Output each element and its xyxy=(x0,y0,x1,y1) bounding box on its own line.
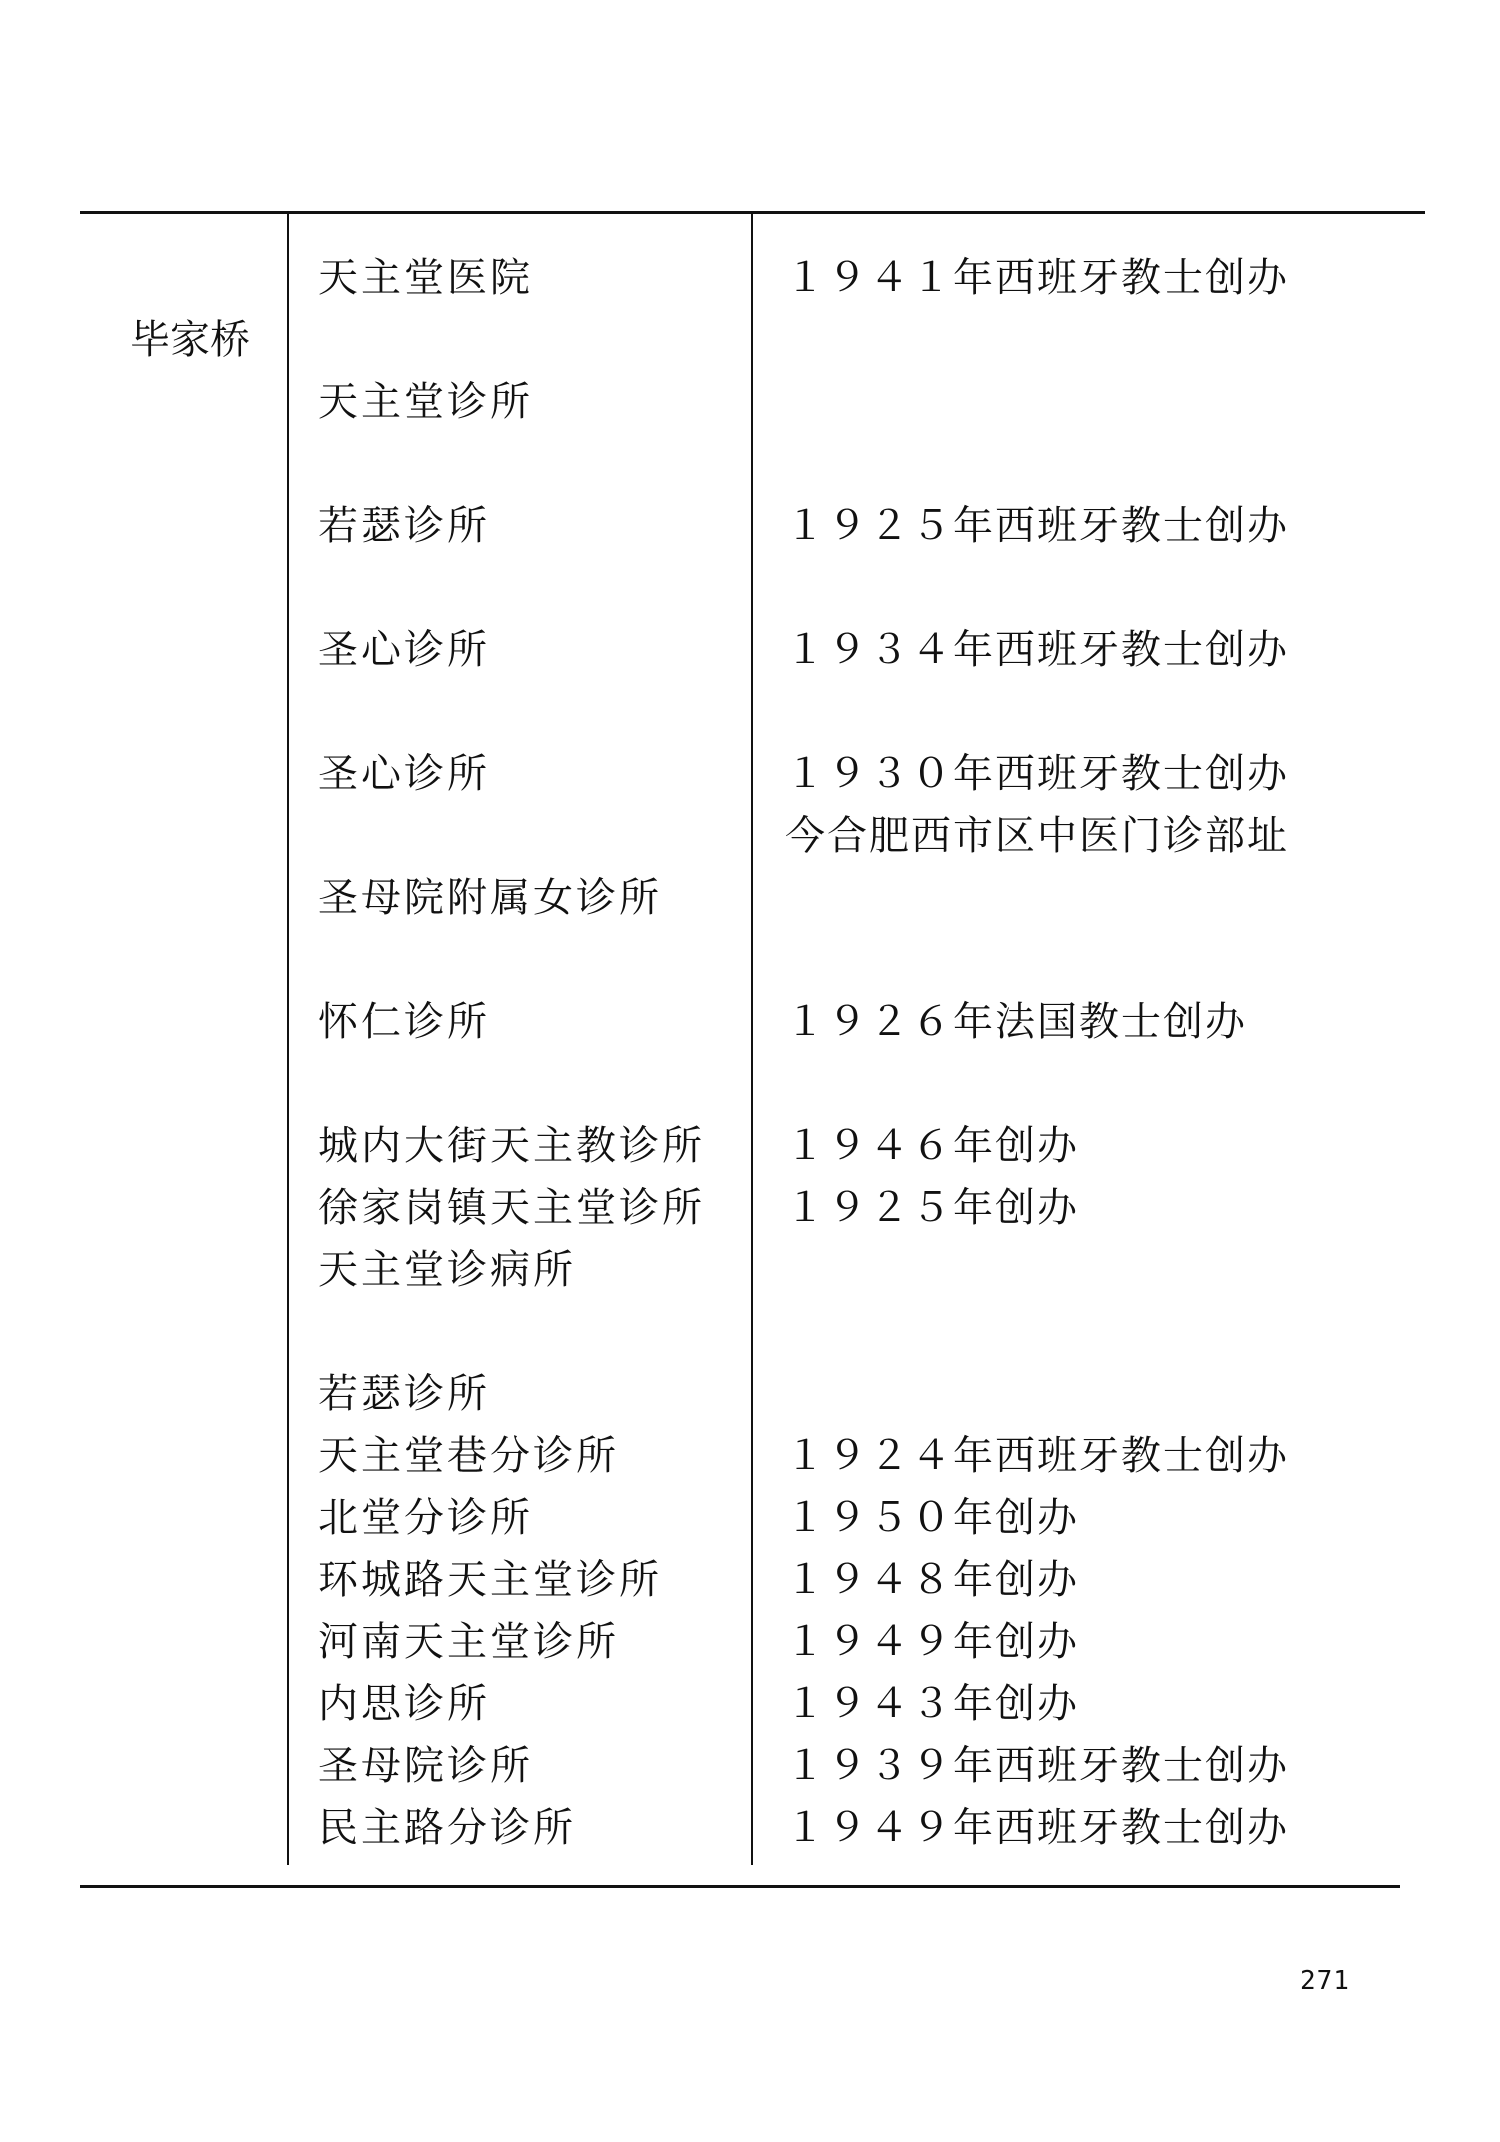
institution-cell: 天主堂巷分诊所 xyxy=(318,1433,619,1479)
institution-cell: 圣心诊所 xyxy=(318,751,490,797)
table-row xyxy=(0,622,1500,678)
institution-cell: 河南天主堂诊所 xyxy=(318,1619,619,1665)
institution-cell: 天主堂诊病所 xyxy=(318,1247,576,1293)
table-row xyxy=(0,870,1500,926)
note-cell: １９４９年创办 xyxy=(785,1619,1079,1665)
note-cell: １９４８年创办 xyxy=(785,1557,1079,1603)
note-cell: １９４６年创办 xyxy=(785,1123,1079,1169)
institution-cell: 圣心诊所 xyxy=(318,627,490,673)
table-row xyxy=(0,250,1500,306)
table-row xyxy=(0,746,1500,802)
institution-cell: 环城路天主堂诊所 xyxy=(318,1557,662,1603)
table-row xyxy=(0,498,1500,554)
table-row xyxy=(0,1366,1500,1422)
institution-cell: 城内大街天主教诊所 xyxy=(318,1123,705,1169)
table-row xyxy=(0,1118,1500,1174)
note-cell: １９５０年创办 xyxy=(785,1495,1079,1541)
note-cell: １９２６年法国教士创办 xyxy=(785,999,1247,1045)
table-bottom-rule xyxy=(80,1885,1400,1888)
table-row xyxy=(0,1800,1500,1856)
note-cell: １９４３年创办 xyxy=(785,1681,1079,1727)
note-cell: １９４９年西班牙教士创办 xyxy=(785,1805,1289,1851)
page-number: 271 xyxy=(1300,1966,1350,1996)
table-row xyxy=(0,1614,1500,1670)
table-row xyxy=(0,808,1500,864)
table-row xyxy=(0,994,1500,1050)
table-row xyxy=(0,1738,1500,1794)
institution-cell: 怀仁诊所 xyxy=(318,999,490,1045)
table-row xyxy=(0,1428,1500,1484)
table-row xyxy=(0,1552,1500,1608)
institution-cell: 圣母院诊所 xyxy=(318,1743,533,1789)
table-row xyxy=(0,1180,1500,1236)
institution-cell: 若瑟诊所 xyxy=(318,503,490,549)
institution-cell: 民主路分诊所 xyxy=(318,1805,576,1851)
institution-cell: 内思诊所 xyxy=(318,1681,490,1727)
note-cell: １９２５年创办 xyxy=(785,1185,1079,1231)
institution-cell: 徐家岗镇天主堂诊所 xyxy=(318,1185,705,1231)
note-cell: １９４１年西班牙教士创办 xyxy=(785,255,1289,301)
note-cell: １９２５年西班牙教士创办 xyxy=(785,503,1289,549)
institution-cell: 天主堂医院 xyxy=(318,255,533,301)
note-cell: １９３０年西班牙教士创办 xyxy=(785,751,1289,797)
institution-cell: 圣母院附属女诊所 xyxy=(318,875,662,921)
table-row xyxy=(0,374,1500,430)
table-row xyxy=(0,1242,1500,1298)
note-cell: 今合肥西市区中医门诊部址 xyxy=(785,813,1289,859)
table-row xyxy=(0,312,1500,368)
institution-cell: 天主堂诊所 xyxy=(318,379,533,425)
institution-cell: 北堂分诊所 xyxy=(318,1495,533,1541)
table-row xyxy=(0,1490,1500,1546)
place-cell: 毕家桥 xyxy=(130,317,250,363)
note-cell: １９３９年西班牙教士创办 xyxy=(785,1743,1289,1789)
note-cell: １９２４年西班牙教士创办 xyxy=(785,1433,1289,1479)
institution-cell: 若瑟诊所 xyxy=(318,1371,490,1417)
note-cell: １９３４年西班牙教士创办 xyxy=(785,627,1289,673)
table-row xyxy=(0,1676,1500,1732)
